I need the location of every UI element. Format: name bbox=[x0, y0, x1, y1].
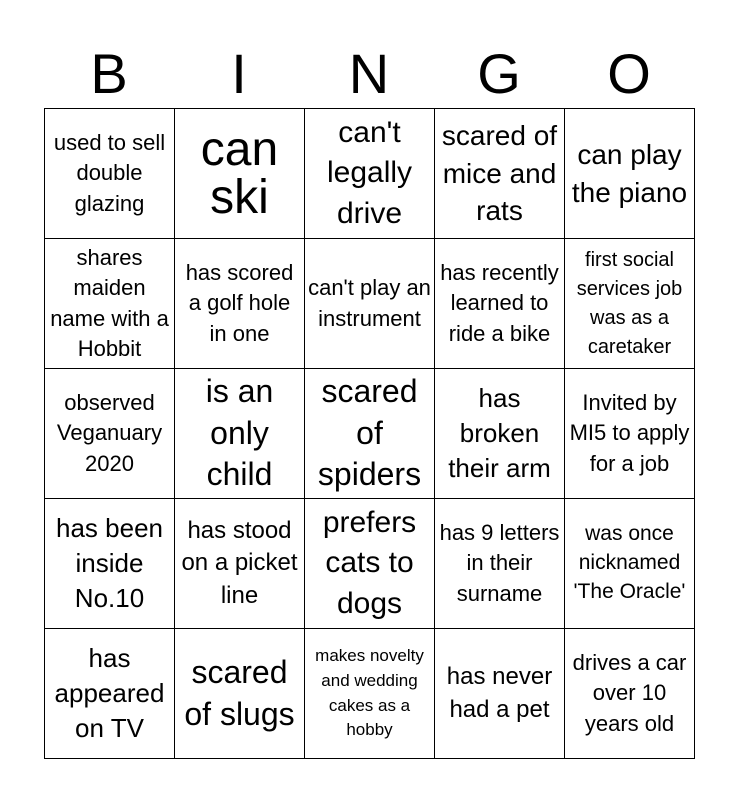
bingo-cell-text: scared of spiders bbox=[317, 373, 422, 493]
header-letter-n: N bbox=[348, 42, 390, 105]
bingo-cell[interactable] bbox=[175, 629, 305, 759]
bingo-header bbox=[44, 40, 694, 108]
bingo-cell[interactable] bbox=[435, 109, 565, 239]
bingo-cell-text: can't legally drive bbox=[326, 115, 413, 230]
bingo-cell[interactable] bbox=[175, 239, 305, 369]
bingo-cell-text: has scored a golf hole in one bbox=[185, 259, 294, 346]
bingo-cell-text: has appeared on TV bbox=[54, 642, 165, 744]
bingo-cell-text: has stood on a picket line bbox=[181, 516, 298, 609]
header-letter-i: I bbox=[231, 42, 247, 105]
bingo-cell-text: prefers cats to dogs bbox=[322, 505, 417, 620]
bingo-cell-text: scared of mice and rats bbox=[441, 119, 558, 227]
bingo-cell-text: observed Veganuary 2020 bbox=[56, 389, 163, 476]
bingo-cell-text: can play the piano bbox=[571, 138, 688, 208]
bingo-cell[interactable] bbox=[45, 109, 175, 239]
bingo-cell[interactable] bbox=[45, 239, 175, 369]
bingo-cell[interactable] bbox=[435, 629, 565, 759]
bingo-cell[interactable] bbox=[175, 369, 305, 499]
bingo-cell[interactable] bbox=[305, 109, 435, 239]
bingo-cell-text: can't play an instrument bbox=[308, 275, 431, 331]
bingo-cell-text: makes novelty and wedding cakes as a hobby bbox=[315, 646, 424, 740]
bingo-cell[interactable] bbox=[565, 109, 695, 239]
bingo-cell[interactable] bbox=[45, 499, 175, 629]
bingo-cell[interactable] bbox=[45, 369, 175, 499]
bingo-cell[interactable] bbox=[305, 629, 435, 759]
bingo-cell[interactable] bbox=[305, 499, 435, 629]
bingo-cell-text: scared of slugs bbox=[184, 653, 295, 732]
bingo-cell-text: drives a car over 10 years old bbox=[572, 649, 687, 736]
bingo-cell-text: has recently learned to ride a bike bbox=[440, 259, 559, 346]
bingo-cell-text: has broken their arm bbox=[448, 382, 551, 484]
header-letter-b: B bbox=[90, 42, 128, 105]
bingo-cell[interactable] bbox=[175, 499, 305, 629]
bingo-cell[interactable] bbox=[565, 499, 695, 629]
bingo-cell-text: has 9 letters in their surname bbox=[439, 519, 560, 606]
bingo-cell-text: has been inside No.10 bbox=[56, 512, 163, 614]
header-letter-o: O bbox=[607, 42, 651, 105]
bingo-cell[interactable] bbox=[305, 369, 435, 499]
bingo-cell[interactable] bbox=[45, 629, 175, 759]
bingo-grid bbox=[44, 108, 695, 759]
bingo-cell-text: Invited by MI5 to apply for a job bbox=[569, 389, 690, 476]
bingo-cell[interactable] bbox=[565, 239, 695, 369]
bingo-cell[interactable] bbox=[565, 369, 695, 499]
bingo-cell-text: can ski bbox=[200, 122, 279, 224]
bingo-cell-text: has never had a pet bbox=[446, 663, 553, 723]
bingo-cell-text: was once nicknamed 'The Oracle' bbox=[573, 522, 686, 603]
bingo-cell-text: is an only child bbox=[205, 373, 274, 493]
bingo-cell[interactable] bbox=[175, 109, 305, 239]
bingo-cell[interactable] bbox=[435, 499, 565, 629]
bingo-cell-text: shares maiden name with a Hobbit bbox=[50, 244, 169, 361]
bingo-cell[interactable] bbox=[565, 629, 695, 759]
header-letter-g: G bbox=[477, 42, 521, 105]
bingo-cell[interactable] bbox=[305, 239, 435, 369]
bingo-cell-text: first social services job was as a caretaker bbox=[576, 248, 683, 358]
bingo-cell[interactable] bbox=[435, 239, 565, 369]
bingo-cell-text: used to sell double glazing bbox=[53, 129, 166, 216]
bingo-cell[interactable] bbox=[435, 369, 565, 499]
